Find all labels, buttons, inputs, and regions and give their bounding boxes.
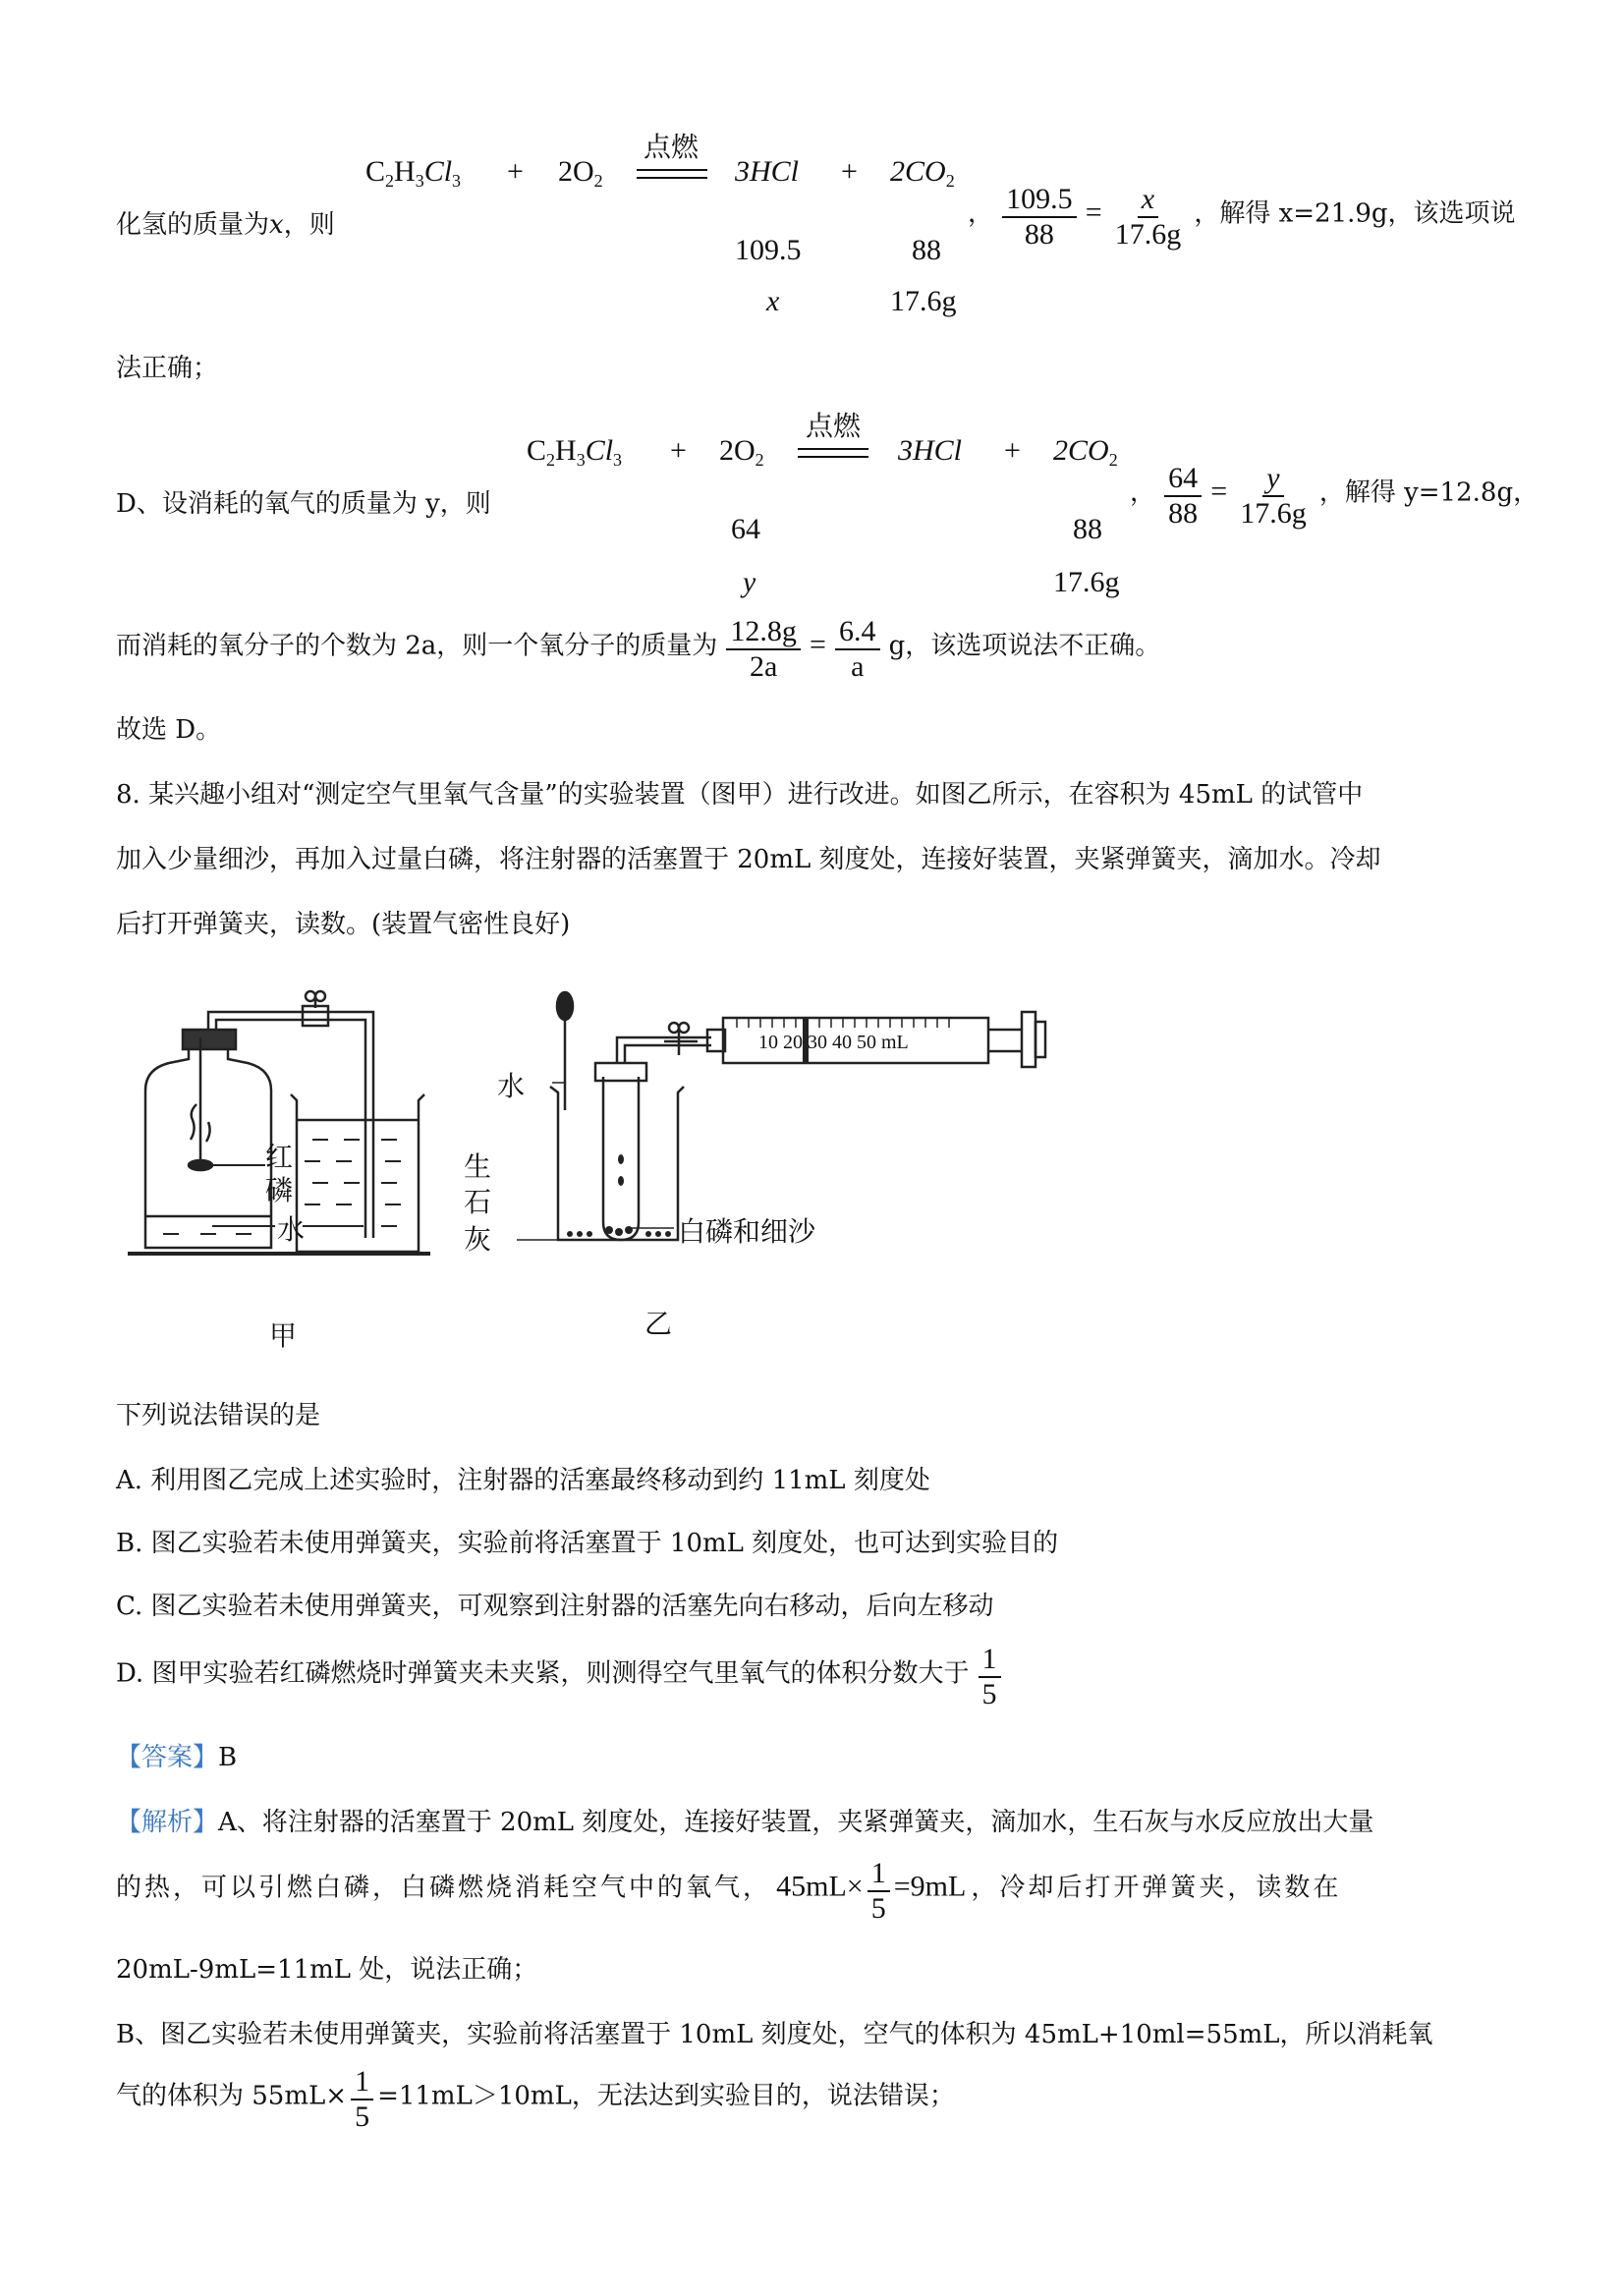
eq1-mass-co2: 88	[912, 234, 941, 266]
eq2-reactant-1: $C_2H_3Cl_3$	[527, 434, 623, 470]
oxygen-frac-2: $\frac{6.4}{a}$	[835, 615, 880, 684]
analysis-b-line-1: B、图乙实验若未使用弹簧夹，实验前将活塞置于 10mL 刻度处，空气的体积为 45mL+10ml=55mL，所以消耗氧	[116, 2020, 1433, 2049]
eq1-tail: 法正确；	[116, 354, 219, 383]
caption-yi: 乙	[644, 1308, 673, 1340]
eq2-frac-left: $\frac{64}{88}$	[1164, 462, 1202, 531]
eq1-equals-line-bottom	[637, 177, 707, 179]
eq1-frac-right: $\frac{x}{17.6g}$	[1114, 183, 1182, 251]
eq1-product-2: $2CO_2$	[890, 155, 955, 191]
label-lin: 磷	[265, 1174, 294, 1206]
option-d-fraction: $\frac{1}{5}$	[979, 1643, 1001, 1711]
answer-tag: 【答案】	[116, 1743, 219, 1772]
eq1-product-1: 3HCl	[735, 155, 800, 188]
q8-line-3: 后打开弹簧夹，读数。(装置气密性良好)	[116, 910, 571, 939]
eq1-equals-line-top	[637, 169, 707, 171]
answer-line	[116, 1743, 237, 1772]
experiment-diagram	[118, 973, 1061, 1366]
eq2-equals-line-bottom	[798, 456, 868, 458]
eq2-mass-co2: 88	[1073, 513, 1102, 545]
eq2-var-y: y	[743, 566, 756, 598]
analysis-b-line-2: 气的体积为 55mL× $\frac{1}{5}$ =11mL＞10mL，无法达到实验目的，说法错误；	[116, 2065, 955, 2133]
eq1-var-x: x	[766, 285, 780, 317]
label-hui: 灰	[464, 1223, 492, 1256]
eq2-plus-2: +	[1004, 434, 1021, 467]
label-bailin-sand: 白磷和细沙	[678, 1215, 816, 1248]
analysis-a-line-3: 20mL-9mL=11mL 处，说法正确；	[116, 1955, 538, 1985]
eq1-lead-text: 化氢的质量为x，则	[116, 210, 335, 240]
label-hong: 红	[265, 1141, 294, 1173]
caption-jia: 甲	[269, 1319, 298, 1352]
eq1-plus-1: +	[507, 155, 524, 188]
eq2-mass-o2: 64	[731, 513, 760, 545]
eq2-condition: 点燃	[806, 410, 862, 442]
analysis-a-line-1: 【解析】A、将注射器的活塞置于 20mL 刻度处，连接好装置，夹紧弹簧夹，滴加水，生石灰与水反应放出大量	[116, 1808, 1374, 1837]
eq2-frac-right: $\frac{y}{17.6g}$	[1240, 462, 1307, 530]
eq2-product-2: $2CO_2$	[1053, 434, 1118, 470]
analysis-a-fraction: $\frac{1}{5}$	[867, 1857, 890, 1926]
analysis-b-fraction: $\frac{1}{5}$	[351, 2065, 373, 2134]
label-shi: 石	[464, 1186, 492, 1218]
oxygen-molecule-line: 而消耗的氧分子的个数为 2a，则一个氧分子的质量为 $\frac{12.8g}{2a}$ = $\frac{6.4}{a}$ g，该选项说法不正确。	[116, 615, 1161, 683]
option-b: B. 图乙实验若未使用弹簧夹，实验前将活塞置于 10mL 刻度处，也可达到实验目的	[116, 1529, 1059, 1558]
eq1-frac-left: $\frac{109.5}{88}$	[1002, 183, 1077, 252]
question-text: 下列说法错误的是	[116, 1401, 321, 1430]
eq1-reactant-2: $2O_2$	[558, 155, 603, 191]
choose-d-text: 故选 D。	[116, 715, 222, 745]
experiment-figure	[118, 973, 1061, 1366]
eq2-proportion: ， $\frac{64}{88}$ = $\frac{y}{17.6g}$ ，解得 y=12.8g，	[1130, 462, 1539, 530]
eq2-reactant-2: $2O_2$	[719, 434, 764, 470]
eq1-plus-2: +	[841, 155, 858, 188]
label-sheng: 生	[464, 1150, 492, 1183]
option-c: C. 图乙实验若未使用弹簧夹，可观察到注射器的活塞先向右移动，后向左移动	[116, 1592, 994, 1621]
oxygen-frac-1: $\frac{12.8g}{2a}$	[726, 615, 801, 684]
eq2-lead-text: D、设消耗的氧气的质量为 y，则	[116, 489, 491, 519]
label-yi-water: 水	[497, 1070, 526, 1102]
answer-value: B	[218, 1743, 238, 1772]
q8-line-2: 加入少量细沙，再加入过量白磷，将注射器的活塞置于 20mL 刻度处，连接好装置，夹紧弹簧夹，滴加水。冷却	[116, 845, 1381, 874]
q8-line-1: 8. 某兴趣小组对“测定空气里氧气含量”的实验装置（图甲）进行改进。如图乙所示，在容积为 45mL 的试管中	[116, 780, 1364, 810]
eq1-reactant-1: $C_2H_3Cl_3$	[365, 155, 462, 191]
analysis-a-line-2: 的热，可以引燃白磷，白磷燃烧消耗空气中的氧气， 45mL× $\frac{1}{5}$ =9mL ，冷却后打开弹簧夹，读数在	[116, 1857, 1342, 1925]
option-d: D. 图甲实验若红磷燃烧时弹簧夹未夹紧，则测得空气里氧气的体积分数大于 $\frac{1}{5}$	[116, 1643, 1005, 1711]
eq1-proportion: ， $\frac{109.5}{88}$ = $\frac{x}{17.6g}$ ，解得 x=21.9g，该选项说	[968, 183, 1516, 251]
eq1-condition: 点燃	[644, 131, 700, 163]
eq1-var-mass: 17.6g	[890, 285, 957, 317]
analysis-tag: 【解析】	[116, 1808, 219, 1837]
eq2-product-1: 3HCl	[898, 434, 963, 467]
syringe-scale: 10 20 30 40 50 mL	[758, 1032, 909, 1053]
eq1-mass-hcl: 109.5	[735, 234, 802, 266]
option-a: A. 利用图乙完成上述实验时，注射器的活塞最终移动到约 11mL 刻度处	[116, 1466, 930, 1495]
eq2-var-mass: 17.6g	[1053, 566, 1120, 598]
eq2-equals-line-top	[798, 448, 868, 450]
label-jia-water: 水	[277, 1213, 306, 1246]
eq2-plus-1: +	[670, 434, 687, 467]
